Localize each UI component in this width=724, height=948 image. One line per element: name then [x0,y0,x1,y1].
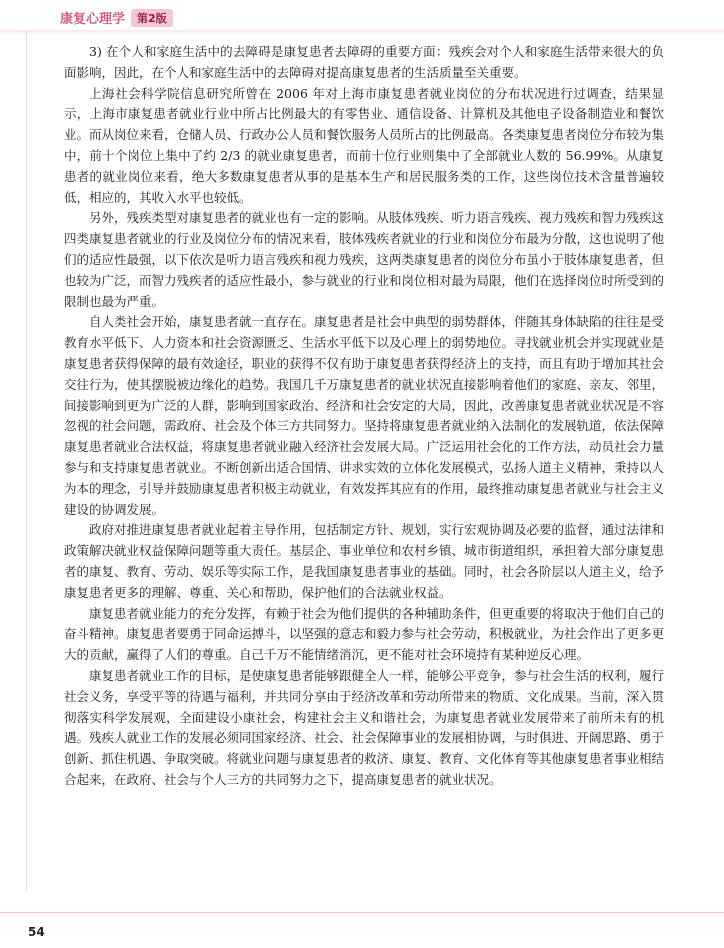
book-title: 康复心理学 [60,12,126,27]
running-header [60,8,173,27]
paragraph: 3) 在个人和家庭生活中的去障碍是康复患者去障碍的重要方面：残疾会对个人和家庭生活带来很大的负面影响，因此，在个人和家庭生活中的去障碍对提高康复患者的生活质量至关重要。 [64,44,664,80]
header-rule [0,30,724,34]
paragraph: 另外，残疾类型对康复患者的就业也有一定的影响。从肢体残疾、听力语言残疾、视力残疾和智力残疾这四类康复患者就业的行业及岗位分布的情况来看，肢体残疾者就业的行业和岗位分布最为分散，这也说明了他们的适应性最强，以下依次是听力语言残疾和视力残疾，这两类康复患者的岗位分布虽小于肢体康复患者，但也较为广泛，而智力残疾者的适应性最小，参与就业的行业和岗位相对最为局限，他们在选择岗位时所受到的限制也最为严重。 [64,210,665,309]
body-text [64,42,664,791]
paragraph: 自人类社会开始，康复患者就一直存在。康复患者是社会中典型的弱势群体，伴随其身体缺陷的往往是受教育水平低下、人力资本和社会资源匮乏、生活水平低下以及心理上的弱势地位。寻找就业机会并实现就业是康复患者获得保障的最有效途径，职业的获得不仅有助于康复患者获得经济上的支持，而且有助于增加其社会交往行为，使其摆脱被边缘化的趋势。我国几千万康复患者的就业状况直接影响着他们的家庭、亲友、邻里，间接影响到更为广泛的人群，影响到国家政治、经济和社会安定的大局，因此，改善康复患者就业状况是不容忽视的社会问题，需政府、社会及个体三方共同努力。坚持将康复患者就业纳入法制化的发展轨道，依法保障康复患者就业合法权益，将康复患者就业融入经济社会发展大局。广泛运用社会化的工作方法，动员社会力量参与和支持康复患者就业。不断创新出适合国情、讲求实效的立体化发展模式，弘扬人道主义精神，秉持以人为本的理念，引导并鼓励康复患者积极主动就业，有效发挥其应有的作用，最终推动康复患者就业与社会主义建设的协调发展。 [64,314,665,517]
margin-rule [26,30,27,890]
paragraph: 康复患者就业工作的目标，是使康复患者能够跟健全人一样，能够公平竞争，参与社会生活的权利，履行社会义务，享受平等的待遇与福利，并共同分享由于经济改革和劳动所带来的物质、文化成果。当前，深入贯彻落实科学发展观，全面建设小康社会，构建社会主义和谐社会，为康复患者就业发展带来了前所未有的机遇。残疾人就业工作的发展必须同国家经济、社会、社会保障事业的发展相协调，与时俱进、开阔思路、勇于创新、抓住机遇、争取突破。将就业问题与康复患者的救济、康复、教育、文化体育等其他康复患者事业相结合起来，在政府、社会与个人三方的共同努力之下，提高康复患者的就业状况。 [64,667,665,787]
footer-rule [0,912,724,913]
paragraph: 康复患者就业能力的充分发挥，有赖于社会为他们提供的各种辅助条件，但更重要的将取决于他们自己的奋斗精神。康复患者要勇于同命运搏斗，以坚强的意志和毅力参与社会劳动，积极就业，为社会作出了更多更大的贡献，赢得了人们的尊重。自己千万不能情绪消沉，更不能对社会环境持有某种逆反心理。 [64,605,665,663]
paragraph: 上海社会科学院信息研究所曾在 2006 年对上海市康复患者就业岗位的分布状况进行过调查，结果显示，上海市康复患者就业行业中所占比例最大的有零售业、通信设备、计算机及其他电子设备制造业和餐饮业。而从岗位来看，仓储人员、行政办公人员和餐饮服务人员所占的比例最高。各类康复患者岗位分布较为集中，前十个岗位上集中了约 2/3 的就业康复患者，而前十位行业则集中了全部就业人数的 56.99%。从康复患者的就业岗位来看，绝大多数康复患者从事的是基本生产和居民服务类的工作，这些岗位技术含量普遍较低，相应的，其收入水平也较低。 [64,85,665,205]
page-number: 54 [28,925,45,939]
edition-badge: 第2版 [131,9,173,27]
paragraph: 政府对推进康复患者就业起着主导作用，包括制定方针、规划，实行宏观协调及必要的监督，通过法律和政策解决就业权益保障问题等重大责任。基层企、事业单位和农村乡镇、城市街道组织，承担着大部分康复患者的康复、教育、劳动、娱乐等实际工作，是我国康复患者事业的基础。同时，社会各阶层以人道主义，给予康复患者更多的理解、尊重、关心和帮助，保护他们的合法就业权益。 [64,522,665,600]
